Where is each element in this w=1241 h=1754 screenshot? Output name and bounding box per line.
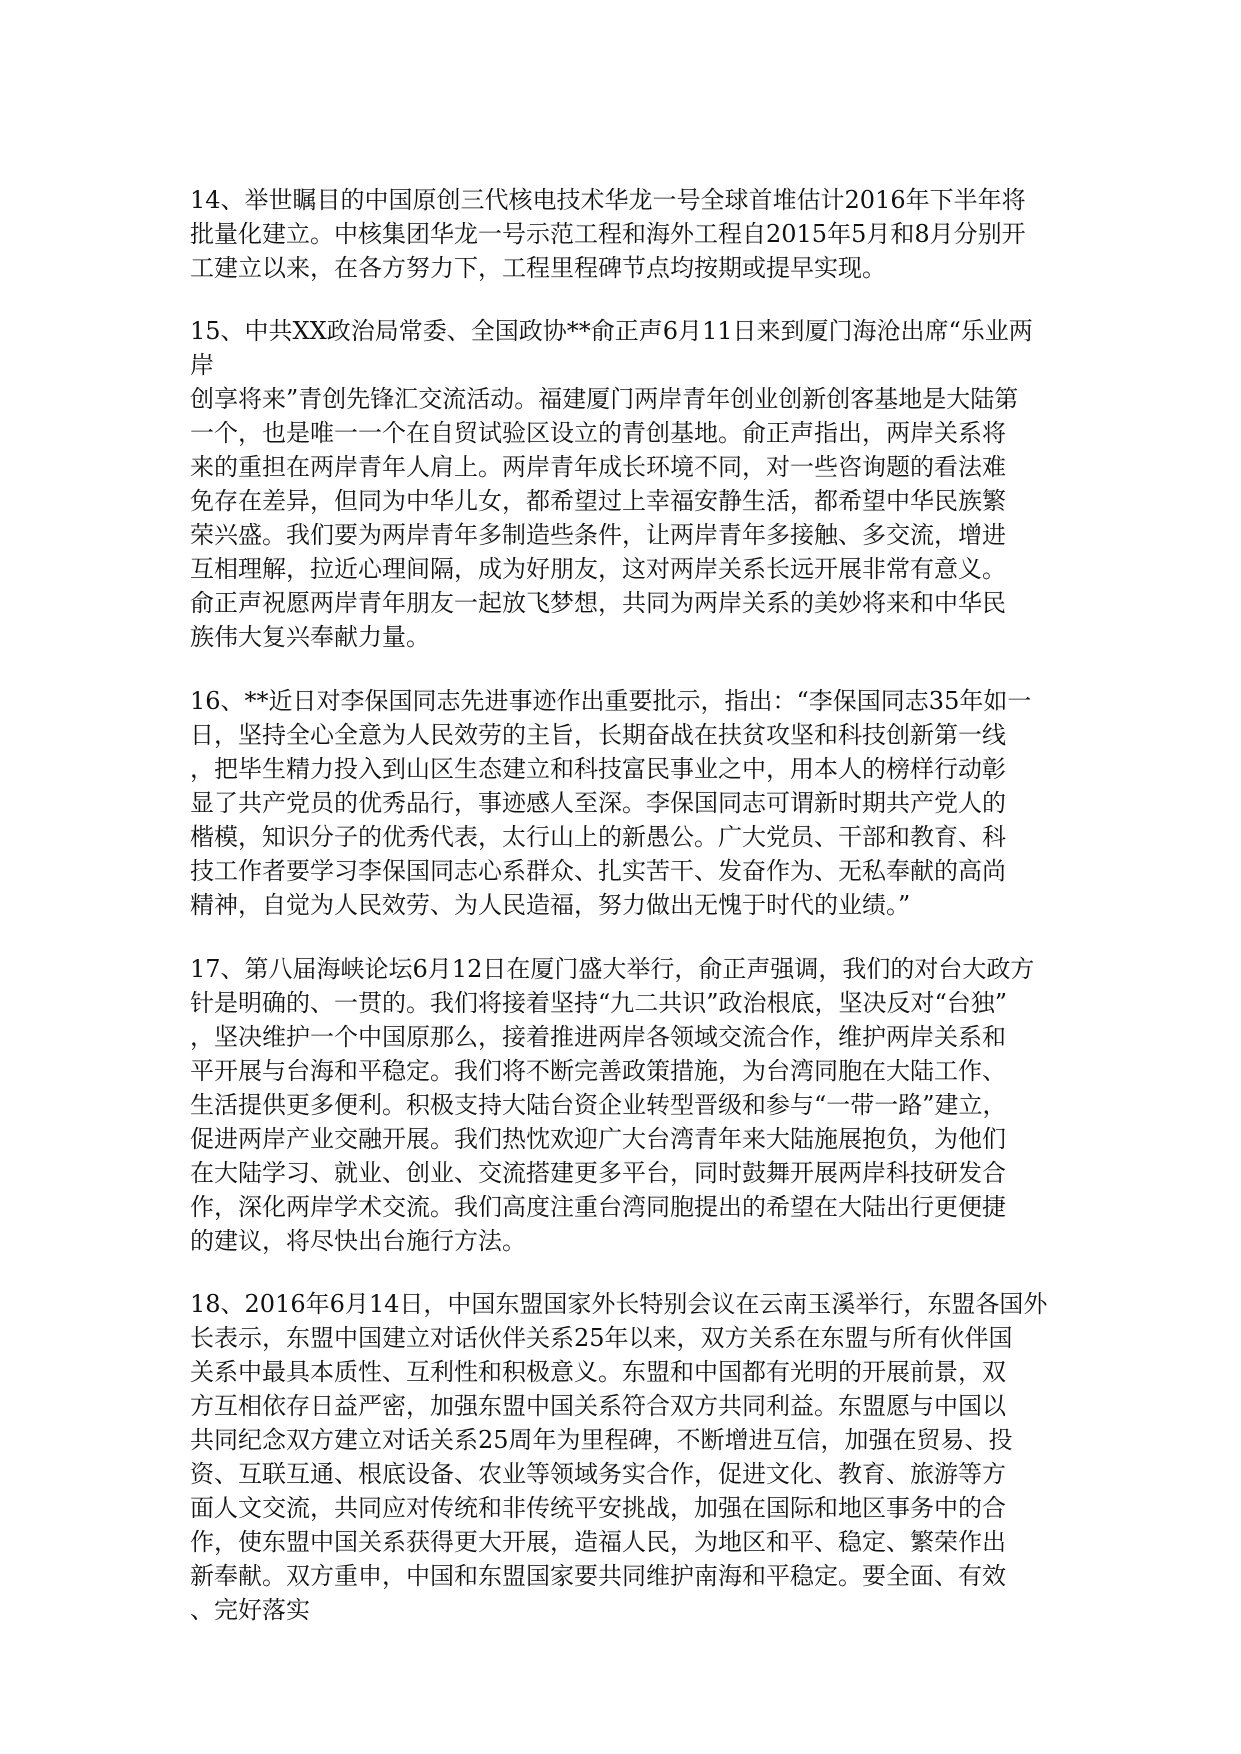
- text-line: 批量化建立。中核集团华龙一号示范工程和海外工程自2015年5月和8月分别开: [190, 220, 1026, 248]
- text-line: 免存在差异，但同为中华儿女，都希望过上幸福安静生活，都希望中华民族繁: [190, 487, 1006, 515]
- text-line: 新奉献。双方重申，中国和东盟国家要共同维护南海和平稳定。要全面、有效: [190, 1562, 1006, 1590]
- text-line: 一个，也是唯一一个在自贸试验区设立的青创基地。俞正声指出，两岸关系将: [190, 419, 1006, 447]
- text-line: 16、**近日对李保国同志先进事迹作出重要批示，指出：“李保国同志35年如一: [190, 687, 1032, 715]
- text-line: 创享将来”青创先锋汇交流活动。福建厦门两岸青年创业创新创客基地是大陆第: [190, 385, 1019, 413]
- text-line: 促进两岸产业交融开展。我们热忱欢迎广大台湾青年来大陆施展抱负，为他们: [190, 1125, 1006, 1153]
- text-line: 工建立以来，在各方努力下，工程里程碑节点均按期或提早实现。: [190, 254, 886, 282]
- text-line: 在大陆学习、就业、创业、交流搭建更多平台，同时鼓舞开展两岸科技研发合: [190, 1159, 1006, 1187]
- text-line: ，坚决维护一个中国原那么，接着推进两岸各领域交流合作，维护两岸关系和: [190, 1023, 1006, 1051]
- text-line: 互相理解，拉近心理间隔，成为好朋友，这对两岸关系长远开展非常有意义。: [190, 555, 1006, 583]
- text-line: 俞正声祝愿两岸青年朋友一起放飞梦想，共同为两岸关系的美妙将来和中华民: [190, 589, 1006, 617]
- text-line: 楷模，知识分子的优秀代表，太行山上的新愚公。广大党员、干部和教育、科: [190, 823, 1006, 851]
- text-line: ，把毕生精力投入到山区生态建立和科技富民事业之中，用本人的榜样行动彰: [190, 755, 1006, 783]
- text-line: 岸: [190, 351, 214, 379]
- text-line: 荣兴盛。我们要为两岸青年多制造些条件，让两岸青年多接触、多交流，增进: [190, 521, 1006, 549]
- text-line: 精神，自觉为人民效劳、为人民造福，努力做出无愧于时代的业绩。”: [190, 891, 911, 919]
- text-line: 作，使东盟中国关系获得更大开展，造福人民，为地区和平、稳定、繁荣作出: [190, 1528, 1006, 1556]
- text-line: 的建议，将尽快出台施行方法。: [190, 1227, 526, 1255]
- text-line: 技工作者要学习李保国同志心系群众、扎实苦干、发奋作为、无私奉献的高尚: [190, 857, 1006, 885]
- text-line: 显了共产党员的优秀品行，事迹感人至深。李保国同志可谓新时期共产党人的: [190, 789, 1006, 817]
- text-line: 日，坚持全心全意为人民效劳的主旨，长期奋战在扶贫攻坚和科技创新第一线: [190, 721, 1006, 749]
- text-line: 资、互联互通、根底设备、农业等领域务实合作，促进文化、教育、旅游等方: [190, 1460, 1006, 1488]
- text-line: 平开展与台海和平稳定。我们将不断完善政策措施，为台湾同胞在大陆工作、: [190, 1057, 1006, 1085]
- text-line: 来的重担在两岸青年人肩上。两岸青年成长环境不同，对一些咨询题的看法难: [190, 453, 1006, 481]
- text-line: 15、中共XX政治局常委、全国政协**俞正声6月11日来到厦门海沧出席“乐业两: [190, 317, 1033, 345]
- text-line: 方互相依存日益严密，加强东盟中国关系符合双方共同利益。东盟愿与中国以: [190, 1392, 1006, 1420]
- text-line: 18、2016年6月14日，中国东盟国家外长特别会议在云南玉溪举行，东盟各国外: [190, 1290, 1048, 1318]
- text-line: 生活提供更多便利。积极支持大陆台资企业转型晋级和参与“一带一路”建立，: [190, 1091, 1007, 1119]
- text-line: 共同纪念双方建立对话关系25周年为里程碑，不断增进互信，加强在贸易、投: [190, 1426, 1013, 1454]
- text-line: 长表示，东盟中国建立对话伙伴关系25年以来，双方关系在东盟与所有伙伴国: [190, 1324, 1013, 1352]
- text-line: 、完好落实: [190, 1596, 310, 1624]
- text-line: 17、第八届海峡论坛6月12日在厦门盛大举行，俞正声强调，我们的对台大政方: [190, 955, 1035, 983]
- text-line: 作，深化两岸学术交流。我们高度注重台湾同胞提出的希望在大陆出行更便捷: [190, 1193, 1006, 1221]
- text-line: 面人文交流，共同应对传统和非传统平安挑战，加强在国际和地区事务中的合: [190, 1494, 1006, 1522]
- text-line: 14、举世瞩目的中国原创三代核电技术华龙一号全球首堆估计2016年下半年将: [190, 186, 1026, 214]
- text-line: 族伟大复兴奉献力量。: [190, 623, 430, 651]
- text-line: 针是明确的、一贯的。我们将接着坚持“九二共识”政治根底，坚决反对“台独”: [190, 989, 1008, 1017]
- text-line: 关系中最具本质性、互利性和积极意义。东盟和中国都有光明的开展前景，双: [190, 1358, 1006, 1386]
